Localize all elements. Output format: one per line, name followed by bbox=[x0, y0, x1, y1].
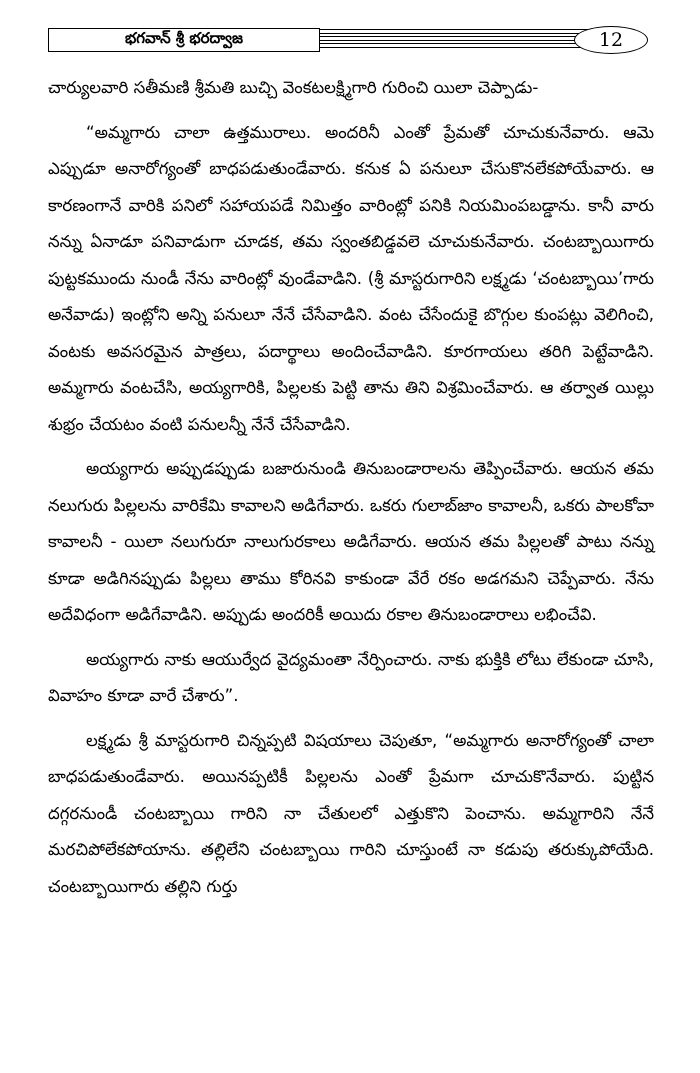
page-body bbox=[48, 70, 654, 913]
paragraph-1: చార్యులవారి సతీమణి శ్రీమతి బుచ్చి వెంకటలక్ష్మిగారి గురించి యిలా చెప్పాడు- bbox=[48, 78, 539, 97]
paragraph-3: అయ్యగారు అప్పుడప్పుడు బజారునుండి తినుబండారాలను తెప్పించేవారు. ఆయన తమ నలుగురు పిల్లలను వారికేమి కావాలని అడిగేవారు. ఒకరు గులాబ్‌జాం కావాలనీ, ఒకరు పాలకోవా కావాలనీ - యిలా నలుగురూ నాలుగురకాలు అడిగేవారు. ఆయన తమ పిల్లలతో పాటు నన్ను కూడా అడిగినప్పుడు పిల్లలు తాము కోరినవి కాకుండా వేరే రకం అడగమని చెప్పేవారు. నేను అదేవిధంగా అడిగేవాడిని. అప్పుడు అందరికీ అయిదు రకాల తినుబండారాలు లభించేవి. bbox=[48, 459, 654, 624]
paragraph-2: “అమ్మగారు చాలా ఉత్తమురాలు. అందరినీ ఎంతో ప్రేమతో చూచుకునేవారు. ఆమె ఎప్పుడూ అనారోగ్యంతో బాధపడుతుండేవారు. కనుక ఏ పనులూ చేసుకొనలేకపోయేవారు. ఆ కారణంగానే వారికి పనిలో సహాయపడే నిమిత్తం వారింట్లో పనికి నియమింపబడ్డాను. కానీ వారు నన్ను ఏనాడూ పనివాడుగా చూడక, తమ స్వంతబిడ్డవలె చూచుకునేవారు. చంటబ్బాయిగారు పుట్టకముందు నుండీ నేను వారింట్లో వుండేవాడిని. (శ్రీ మాస్టరుగారిని లక్ష్మడు ‘చంటబ్బాయి’గారు అనేవాడు) ఇంట్లోని అన్ని పనులూ నేనే చేసేవాడిని. వంట చేసేందుకై బొగ్గుల కుంపట్లు వెలిగించి, వంటకు అవసరమైన పాత్రలు, పదార్థాలు అందించేవాడిని. కూరగాయలు తరిగి పెట్టేవాడిని. అమ్మగారు వంటచేసి, అయ్యగారికి, పిల్లలకు పెట్టి తాను తిని విశ్రమించేవారు. ఆ తర్వాత యిల్లు శుభ్రం చేయటం వంటి పనులన్నీ నేనే చేసేవాడిని. bbox=[48, 122, 654, 434]
header-title: భగవాన్ శ్రీ భరద్వాజ bbox=[48, 28, 320, 52]
running-header bbox=[48, 28, 654, 54]
paragraph-5: లక్ష్మడు శ్రీ మాస్టరుగారి చిన్నప్పటి విషయాలు చెపుతూ, “అమ్మగారు అనారోగ్యంతో చాలా బాధపడుతుండేవారు. అయినప్పటికీ పిల్లలను ఎంతో ప్రేమగా చూచుకొనేవారు. పుట్టిన దగ్గరనుండీ చంటబ్బాయి గారిని నా చేతులలో ఎత్తుకొని పెంచాను. అమ్మగారిని నేనే మరచిపోలేకపోయాను. తల్లిలేని చంటబ్బాయి గారిని చూస్తుంటే నా కడుపు తరుక్కుపోయేది. చంటబ్బాయిగారు తల్లిని గుర్తు bbox=[48, 730, 654, 896]
page-number: 12 bbox=[574, 26, 648, 54]
paragraph-4: అయ్యగారు నాకు ఆయుర్వేద వైద్యమంతా నేర్పించారు. నాకు భుక్తికి లోటు లేకుండా చూసి, వివాహం కూడా వారే చేశారు”. bbox=[48, 649, 654, 705]
header-rule-lines bbox=[320, 29, 615, 51]
